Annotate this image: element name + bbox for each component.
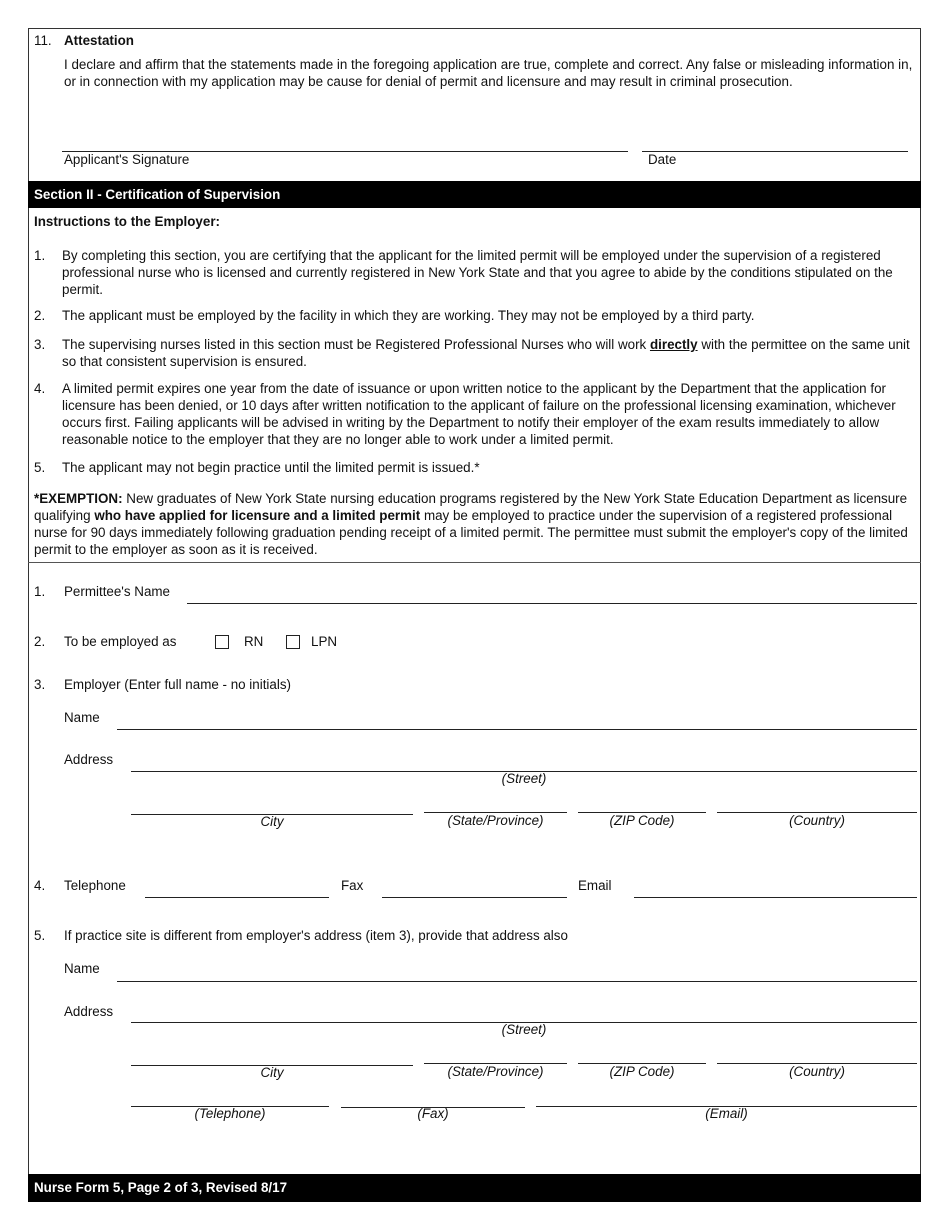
instruction-number: 3. [34, 337, 46, 352]
instruction-text: The supervising nurses listed in this section must be Registered Professional Nurses who will work [62, 337, 650, 352]
instruction-item: The applicant may not begin practice until the limited permit is issued.* [62, 460, 480, 475]
instructions-title: Instructions to the Employer: [34, 214, 220, 229]
telephone-field[interactable] [145, 897, 329, 898]
rn-checkbox[interactable] [215, 635, 229, 649]
emphasis-directly: directly [649, 337, 698, 352]
instruction-number: 1. [34, 248, 46, 263]
lpn-label: LPN [311, 634, 338, 649]
email-label: Email [578, 878, 612, 893]
section-header: Section II - Certification of Supervision [28, 181, 921, 208]
instruction-text: with the permittee on the same unit so that consistent supervision is ensured. [62, 337, 910, 369]
fax-label: Fax [341, 878, 364, 893]
practice-site-label: If practice site is different from employer's address (item 3), provide that address also [64, 928, 568, 943]
attestation-title: Attestation [64, 33, 134, 48]
divider [28, 562, 921, 563]
permittee-name-label: Permittee's Name [64, 584, 170, 599]
fax-field[interactable] [382, 897, 567, 898]
employer-label: Employer (Enter full name - no initials) [64, 677, 291, 692]
city-caption: City [260, 814, 284, 829]
employer-name-label: Name [64, 710, 100, 725]
lpn-checkbox[interactable] [286, 635, 300, 649]
street-caption: (Street) [501, 1022, 547, 1037]
field-number: 3. [34, 677, 46, 692]
state-caption: (State/Province) [447, 1064, 544, 1079]
state-caption: (State/Province) [447, 813, 544, 828]
zip-caption: (ZIP Code) [609, 813, 675, 828]
instruction-number: 4. [34, 381, 46, 396]
field-number: 5. [34, 928, 46, 943]
field-number: 1. [34, 584, 46, 599]
date-label: Date [648, 152, 677, 167]
instruction-item: By completing this section, you are certifying that the applicant for the limited permit will be employed under the supervision of a registered professional nurse who is licensed and currently registered in New York State and that you agree to abide by the conditions stipulated on the permit. [62, 248, 893, 297]
instruction-number: 5. [34, 460, 46, 475]
attestation-text: I declare and affirm that the statements made in the foregoing application are true, complete and correct. Any false or misleading information in, or in connection with my application may be cause for denial of permit and licensure and may result in criminal prosecution. [64, 57, 913, 89]
field-number: 2. [34, 634, 46, 649]
exemption-label: *EXEMPTION: [34, 491, 123, 506]
telephone-label: Telephone [64, 878, 126, 893]
attestation-number: 11. [34, 33, 52, 48]
field-number: 4. [34, 878, 46, 893]
instruction-item [62, 336, 918, 370]
instruction-number: 2. [34, 308, 46, 323]
permittee-name-field[interactable] [187, 603, 917, 604]
instruction-item: The applicant must be employed by the facility in which they are working. They may not be employed by a third party. [62, 308, 755, 323]
country-caption: (Country) [789, 1064, 845, 1079]
exemption-text [34, 490, 918, 558]
practice-name-field[interactable] [117, 981, 917, 982]
fax-caption: (Fax) [417, 1106, 449, 1121]
practice-name-label: Name [64, 961, 100, 976]
employer-name-field[interactable] [117, 729, 917, 730]
email-field[interactable] [634, 897, 917, 898]
employer-address-label: Address [64, 752, 114, 767]
telephone-caption: (Telephone) [194, 1106, 266, 1121]
city-caption: City [260, 1065, 284, 1080]
exemption-part: New graduates of New York State nursing education programs registered by the New York State Education Department as licensure qualifying [34, 491, 908, 523]
date-line[interactable] [642, 151, 908, 152]
exemption-bold: who have applied for licensure and a limited permit [94, 508, 421, 523]
exemption-part: may be employed to practice under the supervision of a registered professional nurse for 90 days immediately following graduation pending receipt of a limited permit. The permittee must submit the employer's copy of the limited permit to the employer as soon as it is received. [34, 508, 908, 557]
form-footer: Nurse Form 5, Page 2 of 3, Revised 8/17 [28, 1174, 921, 1202]
country-caption: (Country) [789, 813, 845, 828]
signature-label: Applicant's Signature [64, 152, 190, 167]
zip-caption: (ZIP Code) [609, 1064, 675, 1079]
street-caption: (Street) [501, 771, 547, 786]
instruction-item: A limited permit expires one year from the date of issuance or upon written notice to the applicant by the Department that the application for licensure has been denied, or 10 days after written notification to the applicant of failure on the professional licensing examination, whichever occurs first. Failing applicants will be advised in writing by the Department to notify their employer of the exam results immediately to allow reasonable notice to the employer that they are no longer able to work under a limited permit. [62, 381, 896, 447]
email-caption: (Email) [705, 1106, 748, 1121]
practice-address-label: Address [64, 1004, 114, 1019]
employed-as-label: To be employed as [64, 634, 177, 649]
rn-label: RN [244, 634, 264, 649]
